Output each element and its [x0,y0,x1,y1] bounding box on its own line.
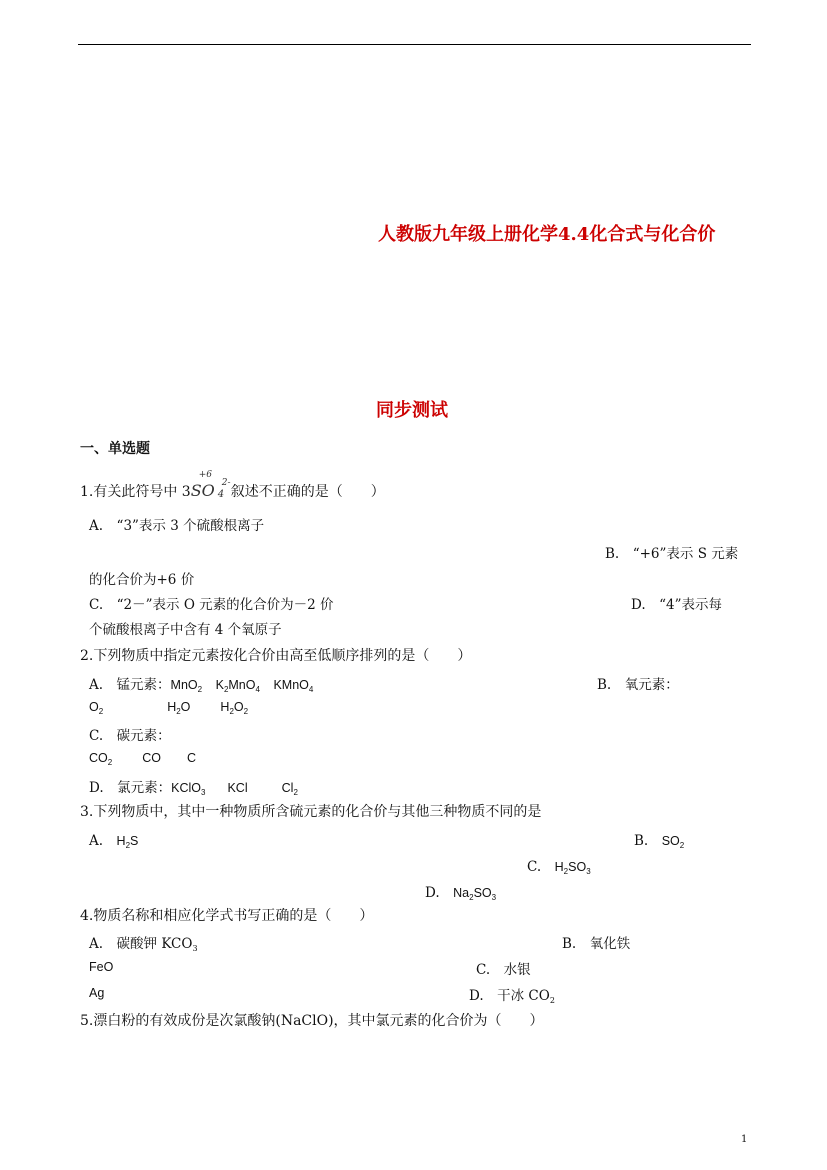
q4-option-b[interactable]: B. 氧化铁 [562,936,631,952]
question-3-stem: 3.下列物质中，其中一种物质所含硫元素的化合价与其他三种物质不同的是 [80,804,542,820]
q3-option-c[interactable]: C. $H_2SO_3$ [527,859,591,876]
formula: CO [142,751,161,765]
formula: KMnO$_4$ [273,678,314,694]
formula: $CO_2$ [89,751,113,767]
formula: $Cl_2$ [281,781,298,797]
q2-option-d[interactable]: D. 氯元素：KClO$_3$ KCl $Cl_2$ [89,780,298,797]
page-subtitle: 同步测试 [376,400,448,421]
q3-option-a[interactable]: A. $H_2S$ [89,833,139,850]
formula: C [186,751,196,765]
formula: MnO$_2$ [170,678,203,694]
q2-option-c-formulas [89,750,196,767]
page-title: 人教版九年级上册化学4.4化合式与化合价 [378,224,716,245]
formula: KCl [227,781,248,795]
q3-option-d[interactable]: D. $Na_2SO_3$ [425,885,497,902]
q2-option-a[interactable]: A. 锰元素：MnO$_2$ $K_2MnO_4$ KMnO$_4$ [89,677,314,694]
q1-option-c[interactable]: C. “2－”表示 O 元素的化合价为－2 价 [89,597,334,613]
q1-option-d[interactable]: D. “4”表示每 [631,597,723,613]
q4-option-c-formula: Ag [89,986,105,1000]
formula: $O_2$ [89,700,104,716]
page-number: 1 [741,1134,748,1145]
q4-option-d[interactable]: D. 干冰 $CO_2$ [469,988,555,1005]
formula: $K_2MnO_4$ [215,678,260,694]
q2-option-c[interactable]: C. 碳元素： [89,728,171,744]
question-5-stem: 5.漂白粉的有效成份是次氯酸钠(NaClO)，其中氯元素的化合价为（ ） [80,1013,544,1029]
q3-option-b[interactable]: B. $SO_2$ [634,833,685,850]
q4-option-c[interactable]: C. 水银 [476,962,531,978]
formula: $H_2O$ [167,700,191,716]
question-1-stem: 1.有关此符号中 3 +6 SO 4 2- 叙述不正确的是（ ） [80,470,385,500]
q2-option-b[interactable]: B. 氧元素： [597,677,679,693]
q4-option-a[interactable]: A. 碳酸钾 $KCO_3$ [89,936,198,953]
section-heading: 一、单选题 [80,441,150,457]
question-4-stem: 4.物质名称和相应化学式书写正确的是（ ） [80,908,374,924]
q4-option-b-formula: FeO [89,960,114,974]
question-2-stem: 2.下列物质中指定元素按化合价由高至低顺序排列的是（ ） [80,648,472,664]
header-rule [78,44,751,45]
formula: $H_2O_2$ [220,700,249,716]
q2-option-b-formulas [89,699,248,716]
q1-option-b[interactable]: B. “+6”表示 S 元素 [605,546,739,562]
q1-option-d-cont: 个硫酸根离子中含有 4 个氧原子 [89,622,282,638]
q1-option-b-cont: 的化合价为+6 价 [89,572,195,588]
sulfate-ion-symbol: +6 SO 4 2- [190,470,231,500]
formula: KClO$_3$ [171,781,206,797]
q1-option-a[interactable]: A. “3”表示 3 个硫酸根离子 [89,518,265,534]
